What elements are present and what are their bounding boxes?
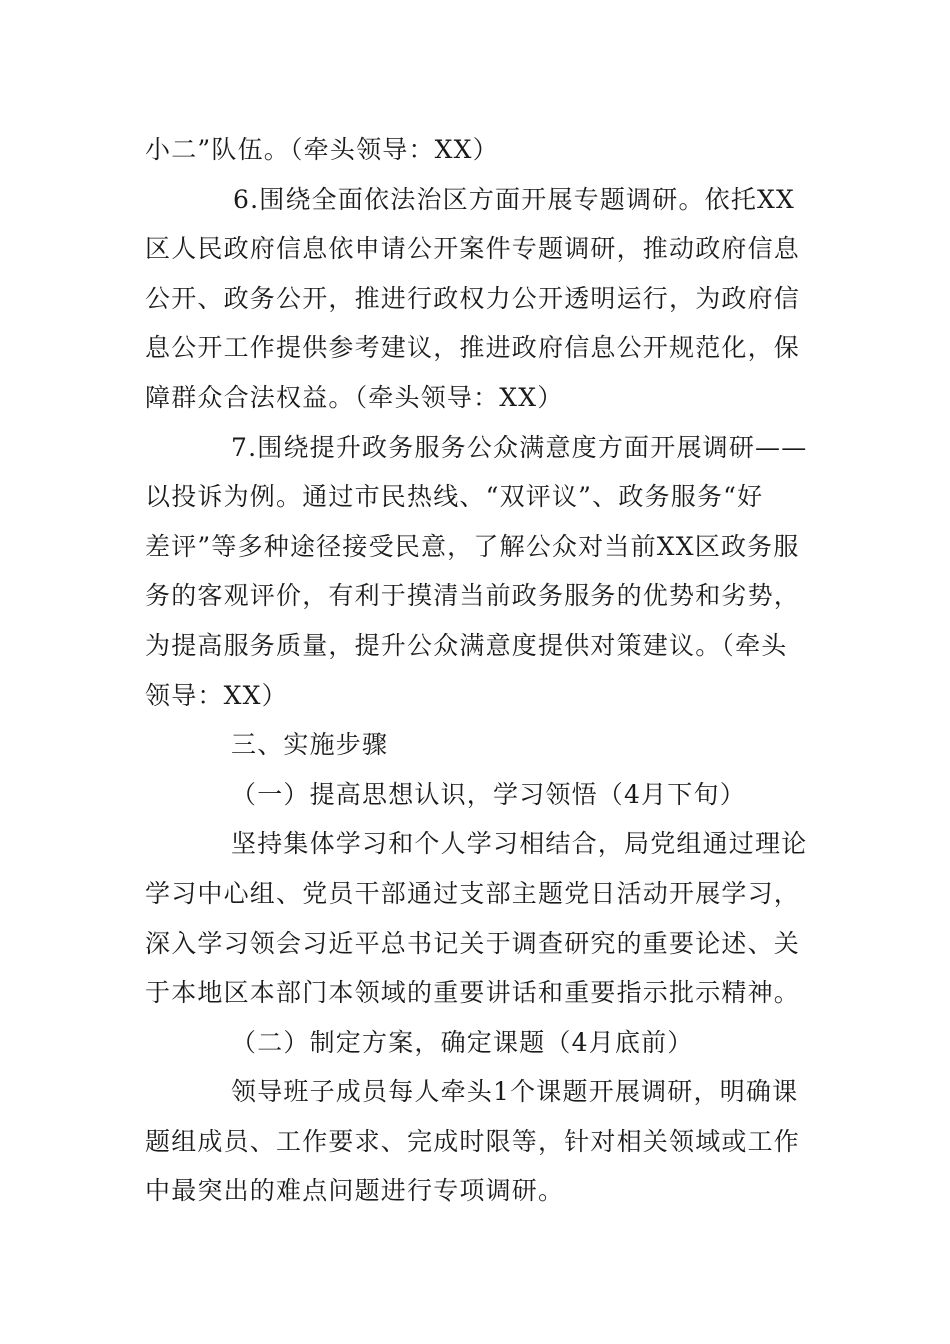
text-line: 以投诉为例。通过市民热线、“双评议”、政务服务“好: [145, 482, 764, 512]
text-line: 公开、政务公开，推进行政权力公开透明运行，为政府信: [145, 283, 801, 313]
text-line: 题组成员、工作要求、完成时限等，针对相关领域或工作: [145, 1126, 801, 1156]
text-line: 6.围绕全面依法治区方面开展专题调研。依托XX: [233, 184, 796, 214]
text-line: 领导：XX）: [145, 680, 288, 710]
document-body: [145, 125, 807, 1216]
subsection-heading: （一）提高思想认识，学习领悟（4月下旬）: [231, 779, 746, 809]
text-line: 7.围绕提升政务服务公众满意度方面开展调研——: [231, 432, 808, 462]
text-line: 为提高服务质量，提升公众满意度提供对策建议。（牵头: [145, 630, 788, 660]
text-line: 差评”等多种途径接受民意，了解公众对当前XX区政务服: [145, 531, 800, 561]
text-line: 坚持集体学习和个人学习相结合，局党组通过理论: [231, 829, 808, 859]
section-heading: 三、实施步骤: [231, 730, 389, 760]
text-line: 息公开工作提供参考建议，推进政府信息公开规范化，保: [145, 333, 801, 363]
text-line: 务的客观评价，有利于摸清当前政务服务的优势和劣势，: [145, 581, 801, 611]
text-line: 学习中心组、党员干部通过支部主题党日活动开展学习，: [145, 878, 801, 908]
text-line: 障群众合法权益。（牵头领导：XX）: [145, 382, 564, 412]
text-line: 于本地区本部门本领域的重要讲话和重要指示批示精神。: [145, 978, 801, 1008]
subsection-heading: （二）制定方案，确定课题（4月底前）: [231, 1027, 694, 1057]
text-line: 中最突出的难点问题进行专项调研。: [145, 1176, 565, 1206]
text-line: 深入学习领会习近平总书记关于调查研究的重要论述、关: [145, 928, 801, 958]
text-line: 区人民政府信息依申请公开案件专题调研，推动政府信息: [145, 234, 801, 264]
text-line: 领导班子成员每人牵头1个课题开展调研，明确课: [231, 1077, 799, 1107]
text-line: 小二”队伍。（牵头领导：XX）: [145, 135, 499, 164]
